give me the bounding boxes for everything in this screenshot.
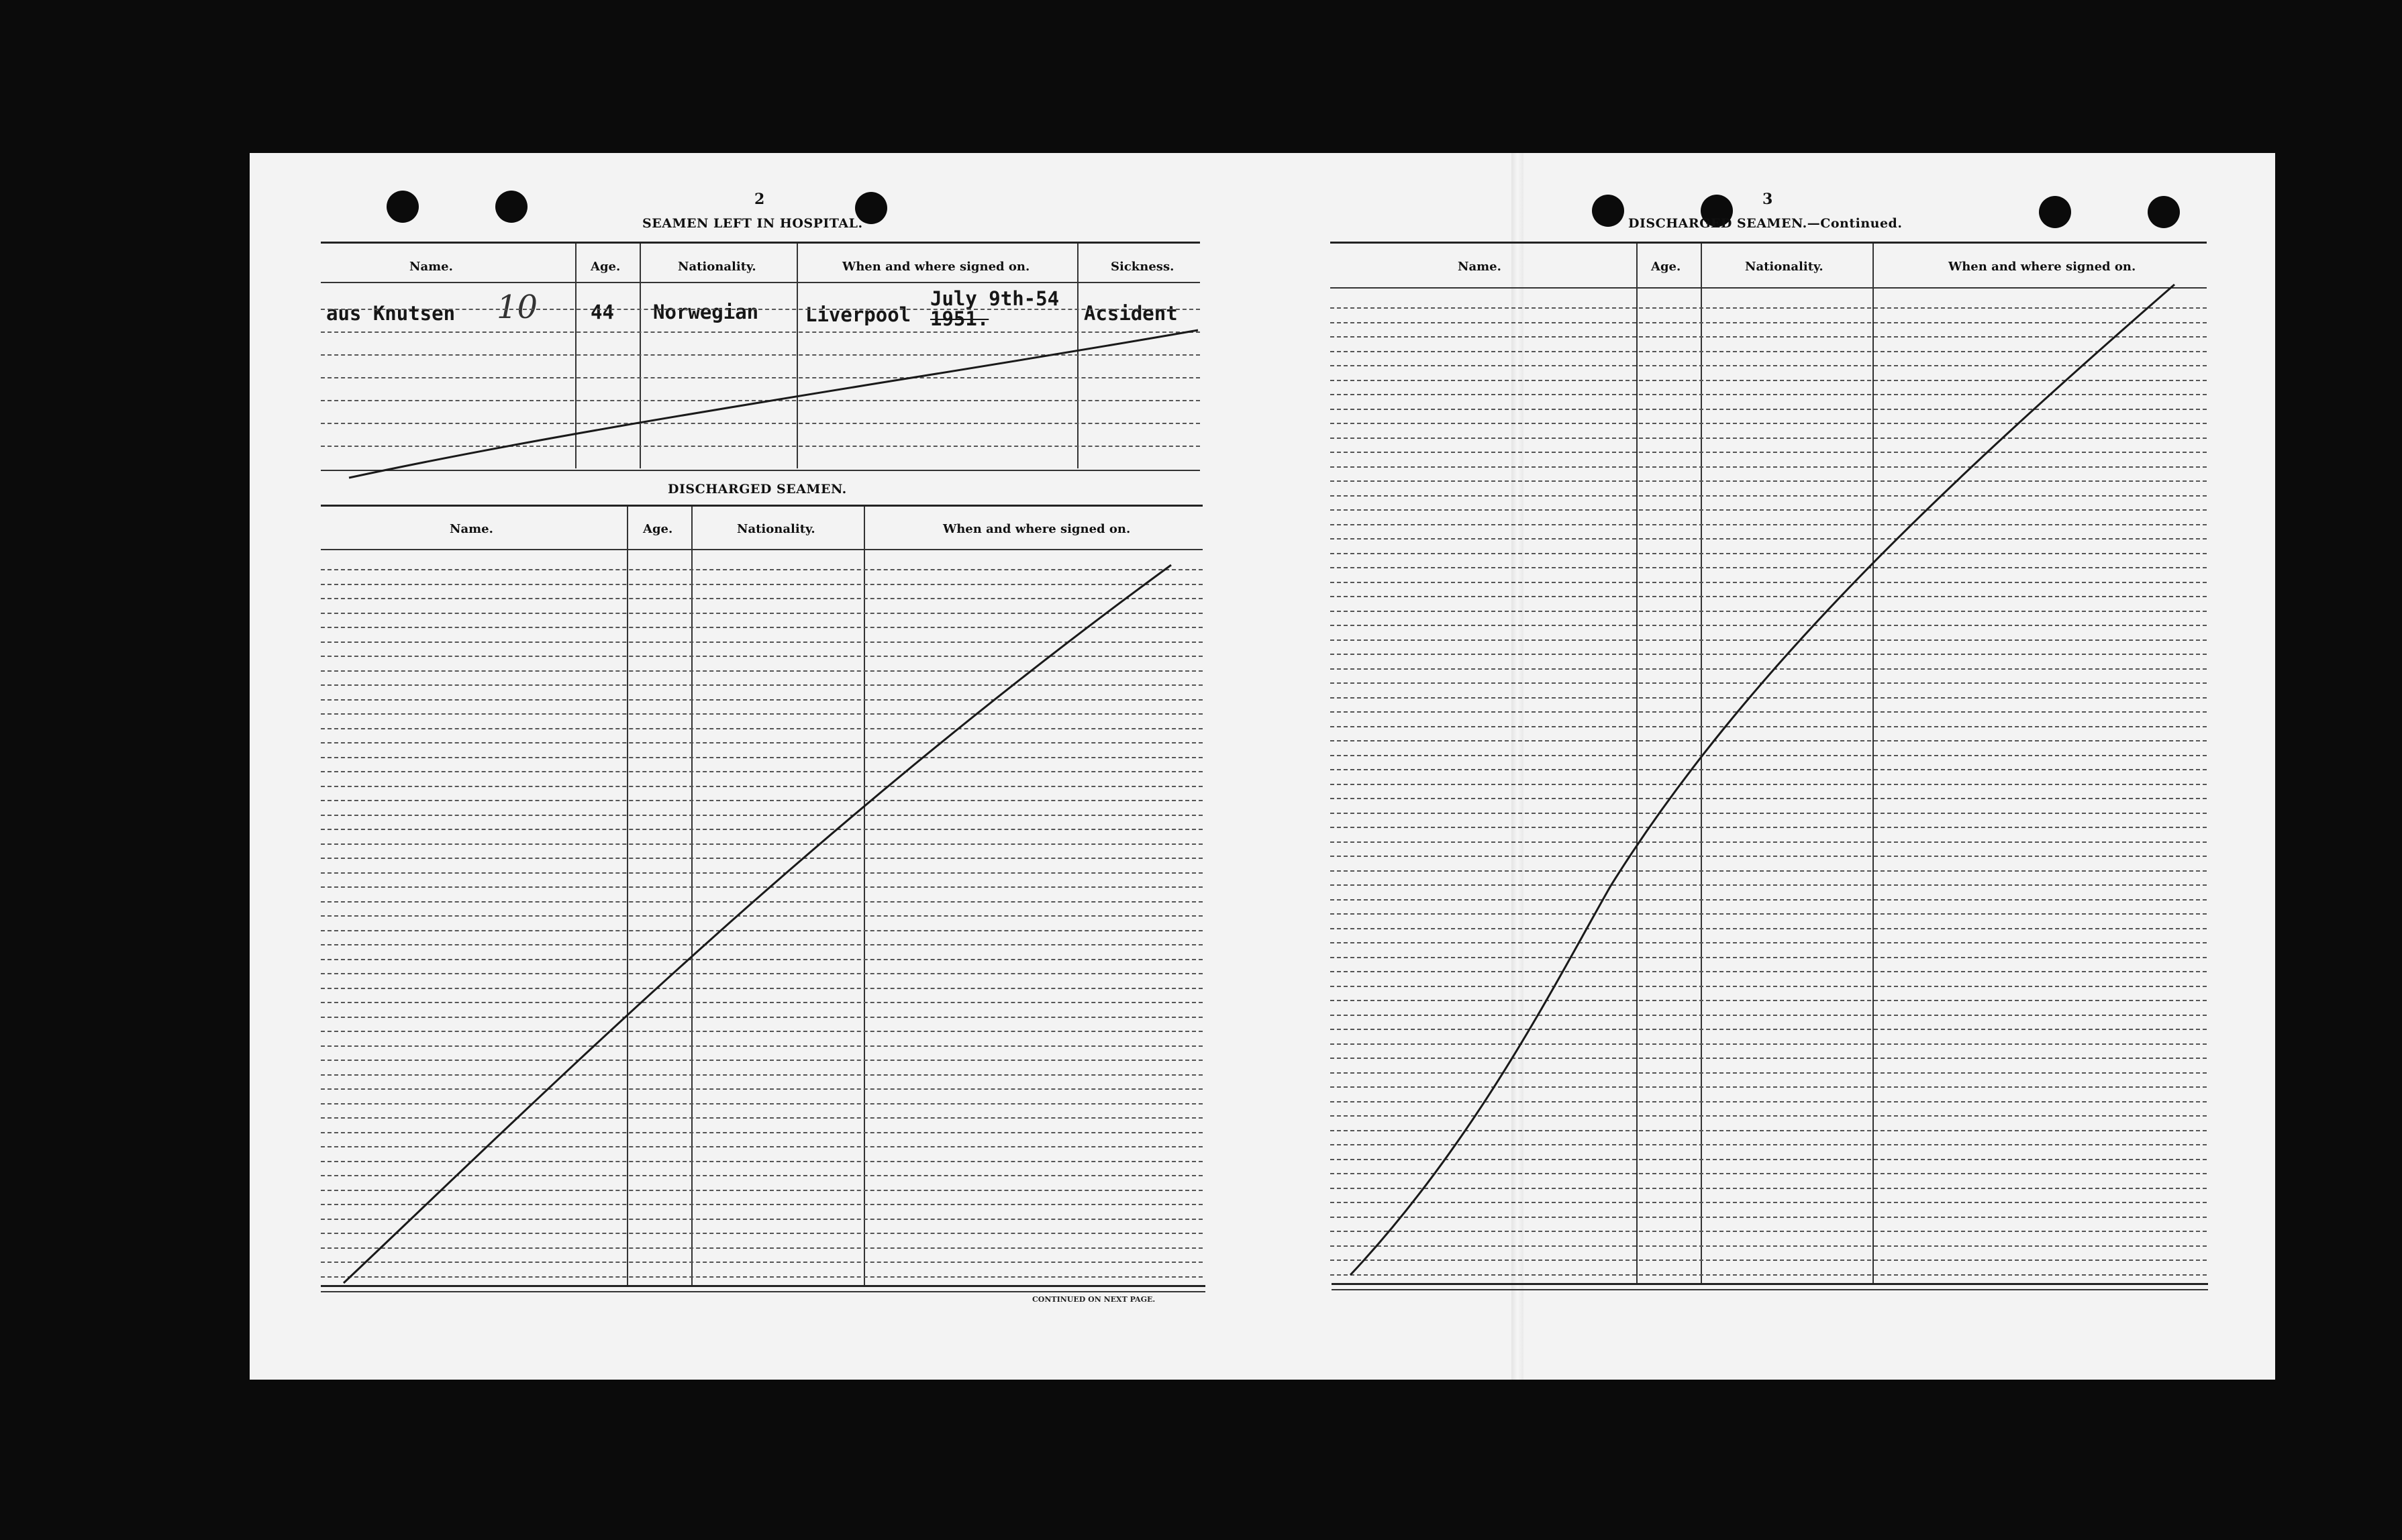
discharged-header-age: Age. <box>643 522 673 536</box>
hospital-entry-place: Liverpool <box>805 303 911 326</box>
discharged-header-name: Name. <box>450 522 493 536</box>
right-header-nationality: Nationality. <box>1745 260 1823 274</box>
right-cancel-stroke <box>1350 285 2174 1275</box>
discharged-header-nationality: Nationality. <box>737 522 815 536</box>
discharged-section-title: DISCHARGED SEAMEN. <box>668 482 847 497</box>
discharged-cancel-stroke <box>344 565 1171 1283</box>
hospital-header-name: Name. <box>409 260 453 274</box>
hospital-entry-age: 44 <box>591 301 614 323</box>
right-section-title: DISCHARGED SEAMEN.—Continued. <box>1628 216 1903 231</box>
hospital-header-nationality: Nationality. <box>678 260 756 274</box>
hospital-entry-sickness: Acsident <box>1084 302 1178 325</box>
right-page-number: 3 <box>1762 191 1773 208</box>
discharged-header-signed-on: When and where signed on. <box>943 522 1131 536</box>
left-page-number: 2 <box>754 191 765 208</box>
continued-note: CONTINUED ON NEXT PAGE. <box>1032 1295 1156 1304</box>
hospital-header-age: Age. <box>591 260 621 274</box>
hospital-entry-name: aus Knutsen <box>326 302 456 325</box>
hospital-entry-nationality: Norwegian <box>653 301 759 323</box>
hospital-header-sickness: Sickness. <box>1111 260 1174 274</box>
hospital-entry-date: July 9th-54 <box>930 287 1060 310</box>
hospital-section-title: SEAMEN LEFT IN HOSPITAL. <box>642 216 863 231</box>
right-header-age: Age. <box>1651 260 1681 274</box>
hospital-entry-margin-mark: 10 <box>497 289 538 326</box>
right-header-name: Name. <box>1458 260 1501 274</box>
hospital-header-signed-on: When and where signed on. <box>842 260 1030 274</box>
hospital-entry-struck-year: 1951. <box>930 307 989 330</box>
right-header-signed-on: When and where signed on. <box>1948 260 2136 274</box>
hospital-cancel-stroke <box>349 330 1198 478</box>
